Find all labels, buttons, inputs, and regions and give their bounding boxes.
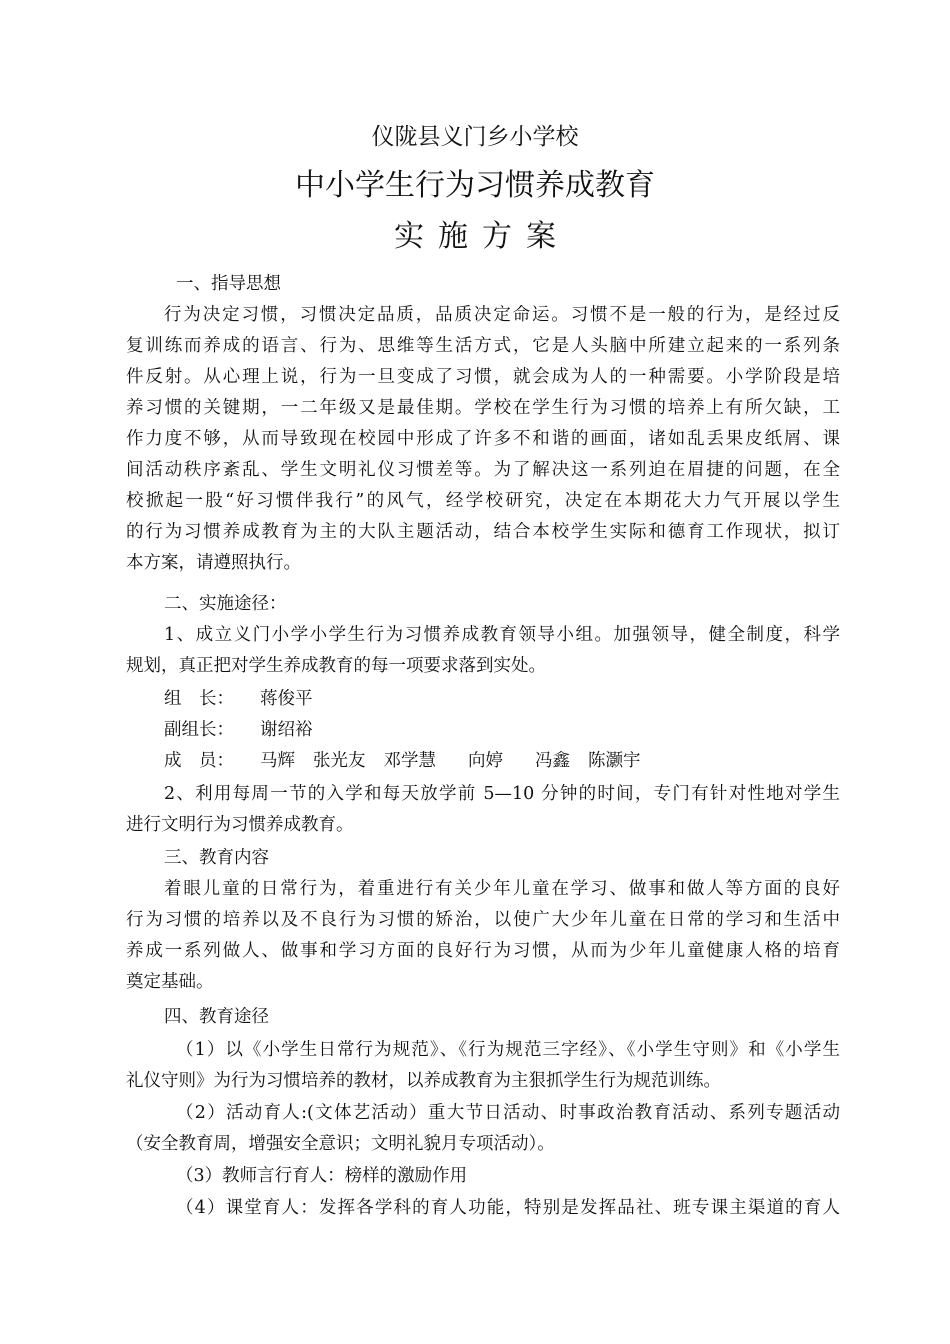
paragraph-line: 着眼儿童的日常行为，着重进行有关少年儿童在学习、做事和做人等方面的良好: [164, 879, 840, 899]
deputy-name: 谢绍裕: [260, 720, 313, 740]
member-name: 陈灏宇: [588, 751, 641, 771]
paragraph-line: （4）课堂育人：发挥各学科的育人功能，特别是发挥品社、班专课主渠道的育人: [176, 1198, 840, 1218]
paragraph-line: 件反射。从心理上说，行为一旦变成了习惯，就会成为人的一种需要。小学阶段是培: [126, 367, 840, 387]
paragraph-line: 1、成立义门小学小学生行为习惯养成教育领导小组。加强领导，健全制度，科学: [164, 625, 840, 645]
member-name: 冯鑫: [535, 751, 570, 771]
paragraph-line: 进行文明行为习惯养成教育。: [126, 815, 354, 835]
members-role-label: 成 员：: [164, 751, 234, 771]
paragraph-line: 2、利用每周一节的入学和每天放学前 5—10 分钟的时间，专门有针对性地对学生: [164, 784, 840, 804]
member-name: 向婷: [468, 751, 503, 771]
member-name: 马辉: [260, 751, 295, 771]
deputy-row: [164, 714, 840, 746]
paragraph-line: （安全教育周，增强安全意识；文明礼貌月专项活动）。: [126, 1134, 555, 1154]
school-name: 仪陇县义门乡小学校: [371, 124, 579, 150]
section-heading-education-content: 三、教育内容: [164, 848, 269, 868]
paragraph-line: 的行为习惯养成教育为主的大队主题活动，结合本校学生实际和德育工作现状，拟订: [126, 522, 840, 542]
member-name: 张光友: [313, 751, 366, 771]
paragraph-line: 本方案，请遵照执行。: [126, 553, 301, 573]
paragraph-line: 礼仪守则》为行为习惯培养的教材，以养成教育为主狠抓学生行为规范训练。: [126, 1071, 721, 1091]
members-row: [164, 745, 840, 777]
member-name: 邓学慧: [383, 751, 436, 771]
paragraph-line: 校掀起一股“好习惯伴我行”的风气，经学校研究，决定在本期花大力气开展以学生: [126, 491, 840, 511]
paragraph-line: （2）活动育人:(文体艺活动）重大节日活动、时事政治教育活动、系列专题活动: [176, 1103, 840, 1123]
section-heading-guiding-ideology: 一、指导思想: [176, 274, 281, 294]
paragraph-line: 作力度不够，从而导致现在校园中形成了许多不和谐的画面，诸如乱丢果皮纸屑、课: [126, 429, 840, 449]
deputy-role-label: 副组长：: [164, 720, 234, 740]
paragraph-line: 养习惯的关键期，一二年级又是最佳期。学校在学生行为习惯的培养上有所欠缺，工: [126, 398, 840, 418]
paragraph-line: 养成一系列做人、做事和学习方面的良好行为习惯，从而为少年儿童健康人格的培育: [126, 941, 840, 961]
document-title: 中小学生行为习惯养成教育: [295, 168, 655, 203]
section-heading-education-approach: 四、教育途径: [164, 1007, 269, 1027]
paragraph-line: 复训练而养成的语言、行为、思维等生活方式，它是人头脑中所建立起来的一系列条: [126, 336, 840, 356]
section-heading-implementation: 二、实施途径：: [164, 594, 287, 614]
leader-row: [164, 683, 840, 715]
document-subtitle: 实施方案: [394, 219, 570, 254]
paragraph-line: 规划，真正把对学生养成教育的每一项要求落到实处。: [126, 656, 546, 676]
paragraph-line: 行为习惯的培养以及不良行为习惯的矫治，以使广大少年儿童在日常的学习和生活中: [126, 910, 840, 930]
paragraph-line: （1）以《小学生日常行为规范》、《行为规范三字经》、《小学生守则》和《小学生: [176, 1040, 840, 1060]
paragraph-line: 间活动秩序紊乱、学生文明礼仪习惯差等。为了解决这一系列迫在眉捷的问题，在全: [126, 460, 840, 480]
paragraph-line: 行为决定习惯，习惯决定品质，品质决定命运。习惯不是一般的行为，是经过反: [164, 305, 840, 325]
paragraph-line: （3）教师言行育人：榜样的激励作用: [176, 1166, 468, 1186]
leader-role-label: 组 长：: [164, 689, 234, 709]
paragraph-line: 奠定基础。: [126, 972, 214, 992]
leader-name: 蒋俊平: [260, 689, 313, 709]
